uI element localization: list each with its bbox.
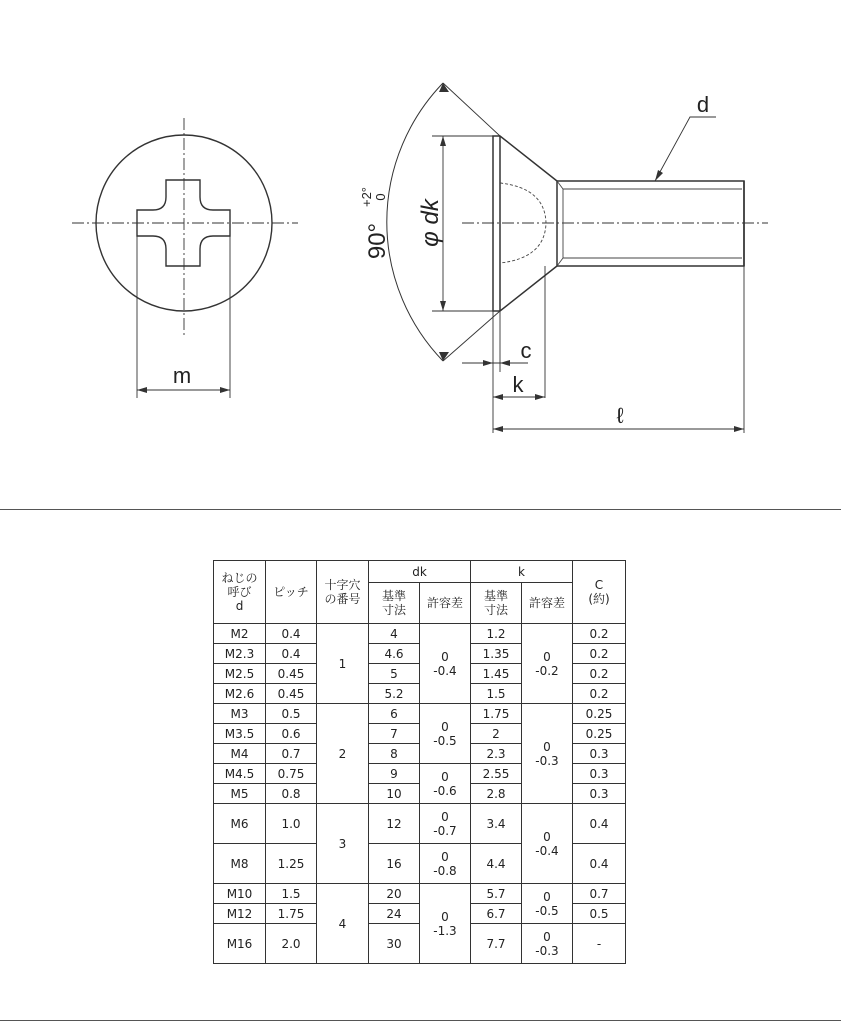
label-tol-lower: 0 bbox=[373, 193, 388, 201]
header-k-tolerance: 許容差 bbox=[522, 583, 573, 624]
label-dk: φ dk bbox=[417, 199, 444, 247]
table-row: M16 2.0 30 7.7 0 -0.3 - bbox=[214, 924, 626, 964]
header-recess: 十字穴 の番号 bbox=[317, 561, 369, 624]
label-l: ℓ bbox=[616, 403, 624, 428]
header-k-base: 基準 寸法 bbox=[471, 583, 522, 624]
table-row: M2.6 0.45 5.2 1.5 0.2 bbox=[214, 684, 626, 704]
label-angle: 90° bbox=[364, 222, 391, 260]
table-row: M2 0.4 1 4 0 -0.4 1.2 0 -0.2 0.2 bbox=[214, 624, 626, 644]
head-side-outline bbox=[493, 136, 557, 311]
label-m: m bbox=[172, 363, 192, 388]
separator-bottom bbox=[0, 1020, 841, 1021]
label-c: c bbox=[520, 338, 532, 363]
header-dk-base: 基準 寸法 bbox=[369, 583, 420, 624]
header-dk-tolerance: 許容差 bbox=[420, 583, 471, 624]
table-row: M5 0.8 10 2.8 0.3 bbox=[214, 784, 626, 804]
table-row: M3 0.5 2 6 0 -0.5 1.75 0 -0.3 0.25 bbox=[214, 704, 626, 724]
header-k: k bbox=[471, 561, 573, 583]
angle-arc bbox=[436, 85, 500, 360]
table-row: M4.5 0.75 9 0 -0.6 2.55 0.3 bbox=[214, 764, 626, 784]
table-row: M8 1.25 16 0 -0.8 4.4 0.4 bbox=[214, 844, 626, 884]
table-row: M3.5 0.6 7 2 0.25 bbox=[214, 724, 626, 744]
header-c: C (約) bbox=[573, 561, 626, 624]
header-dk: dk bbox=[369, 561, 471, 583]
table-row: M10 1.5 4 20 0 -1.3 5.7 0 -0.5 0.7 bbox=[214, 884, 626, 904]
header-nominal: ねじの 呼び d bbox=[214, 561, 266, 624]
shank-outline bbox=[557, 181, 744, 266]
table-row: M6 1.0 3 12 0 -0.7 3.4 0 -0.4 0.4 bbox=[214, 804, 626, 844]
header-pitch: ピッチ bbox=[266, 561, 317, 624]
table-row: M2.3 0.4 4.6 1.35 0.2 bbox=[214, 644, 626, 664]
table-row: M4 0.7 8 2.3 0.3 bbox=[214, 744, 626, 764]
table-row: M12 1.75 24 6.7 0.5 bbox=[214, 904, 626, 924]
table-row: M2.5 0.45 5 1.45 0.2 bbox=[214, 664, 626, 684]
label-d: d bbox=[696, 92, 710, 117]
label-k: k bbox=[512, 372, 524, 397]
spec-table bbox=[213, 560, 626, 964]
d-leader bbox=[655, 117, 716, 181]
separator-top bbox=[0, 509, 841, 510]
label-tol-upper: +2° bbox=[359, 186, 374, 208]
